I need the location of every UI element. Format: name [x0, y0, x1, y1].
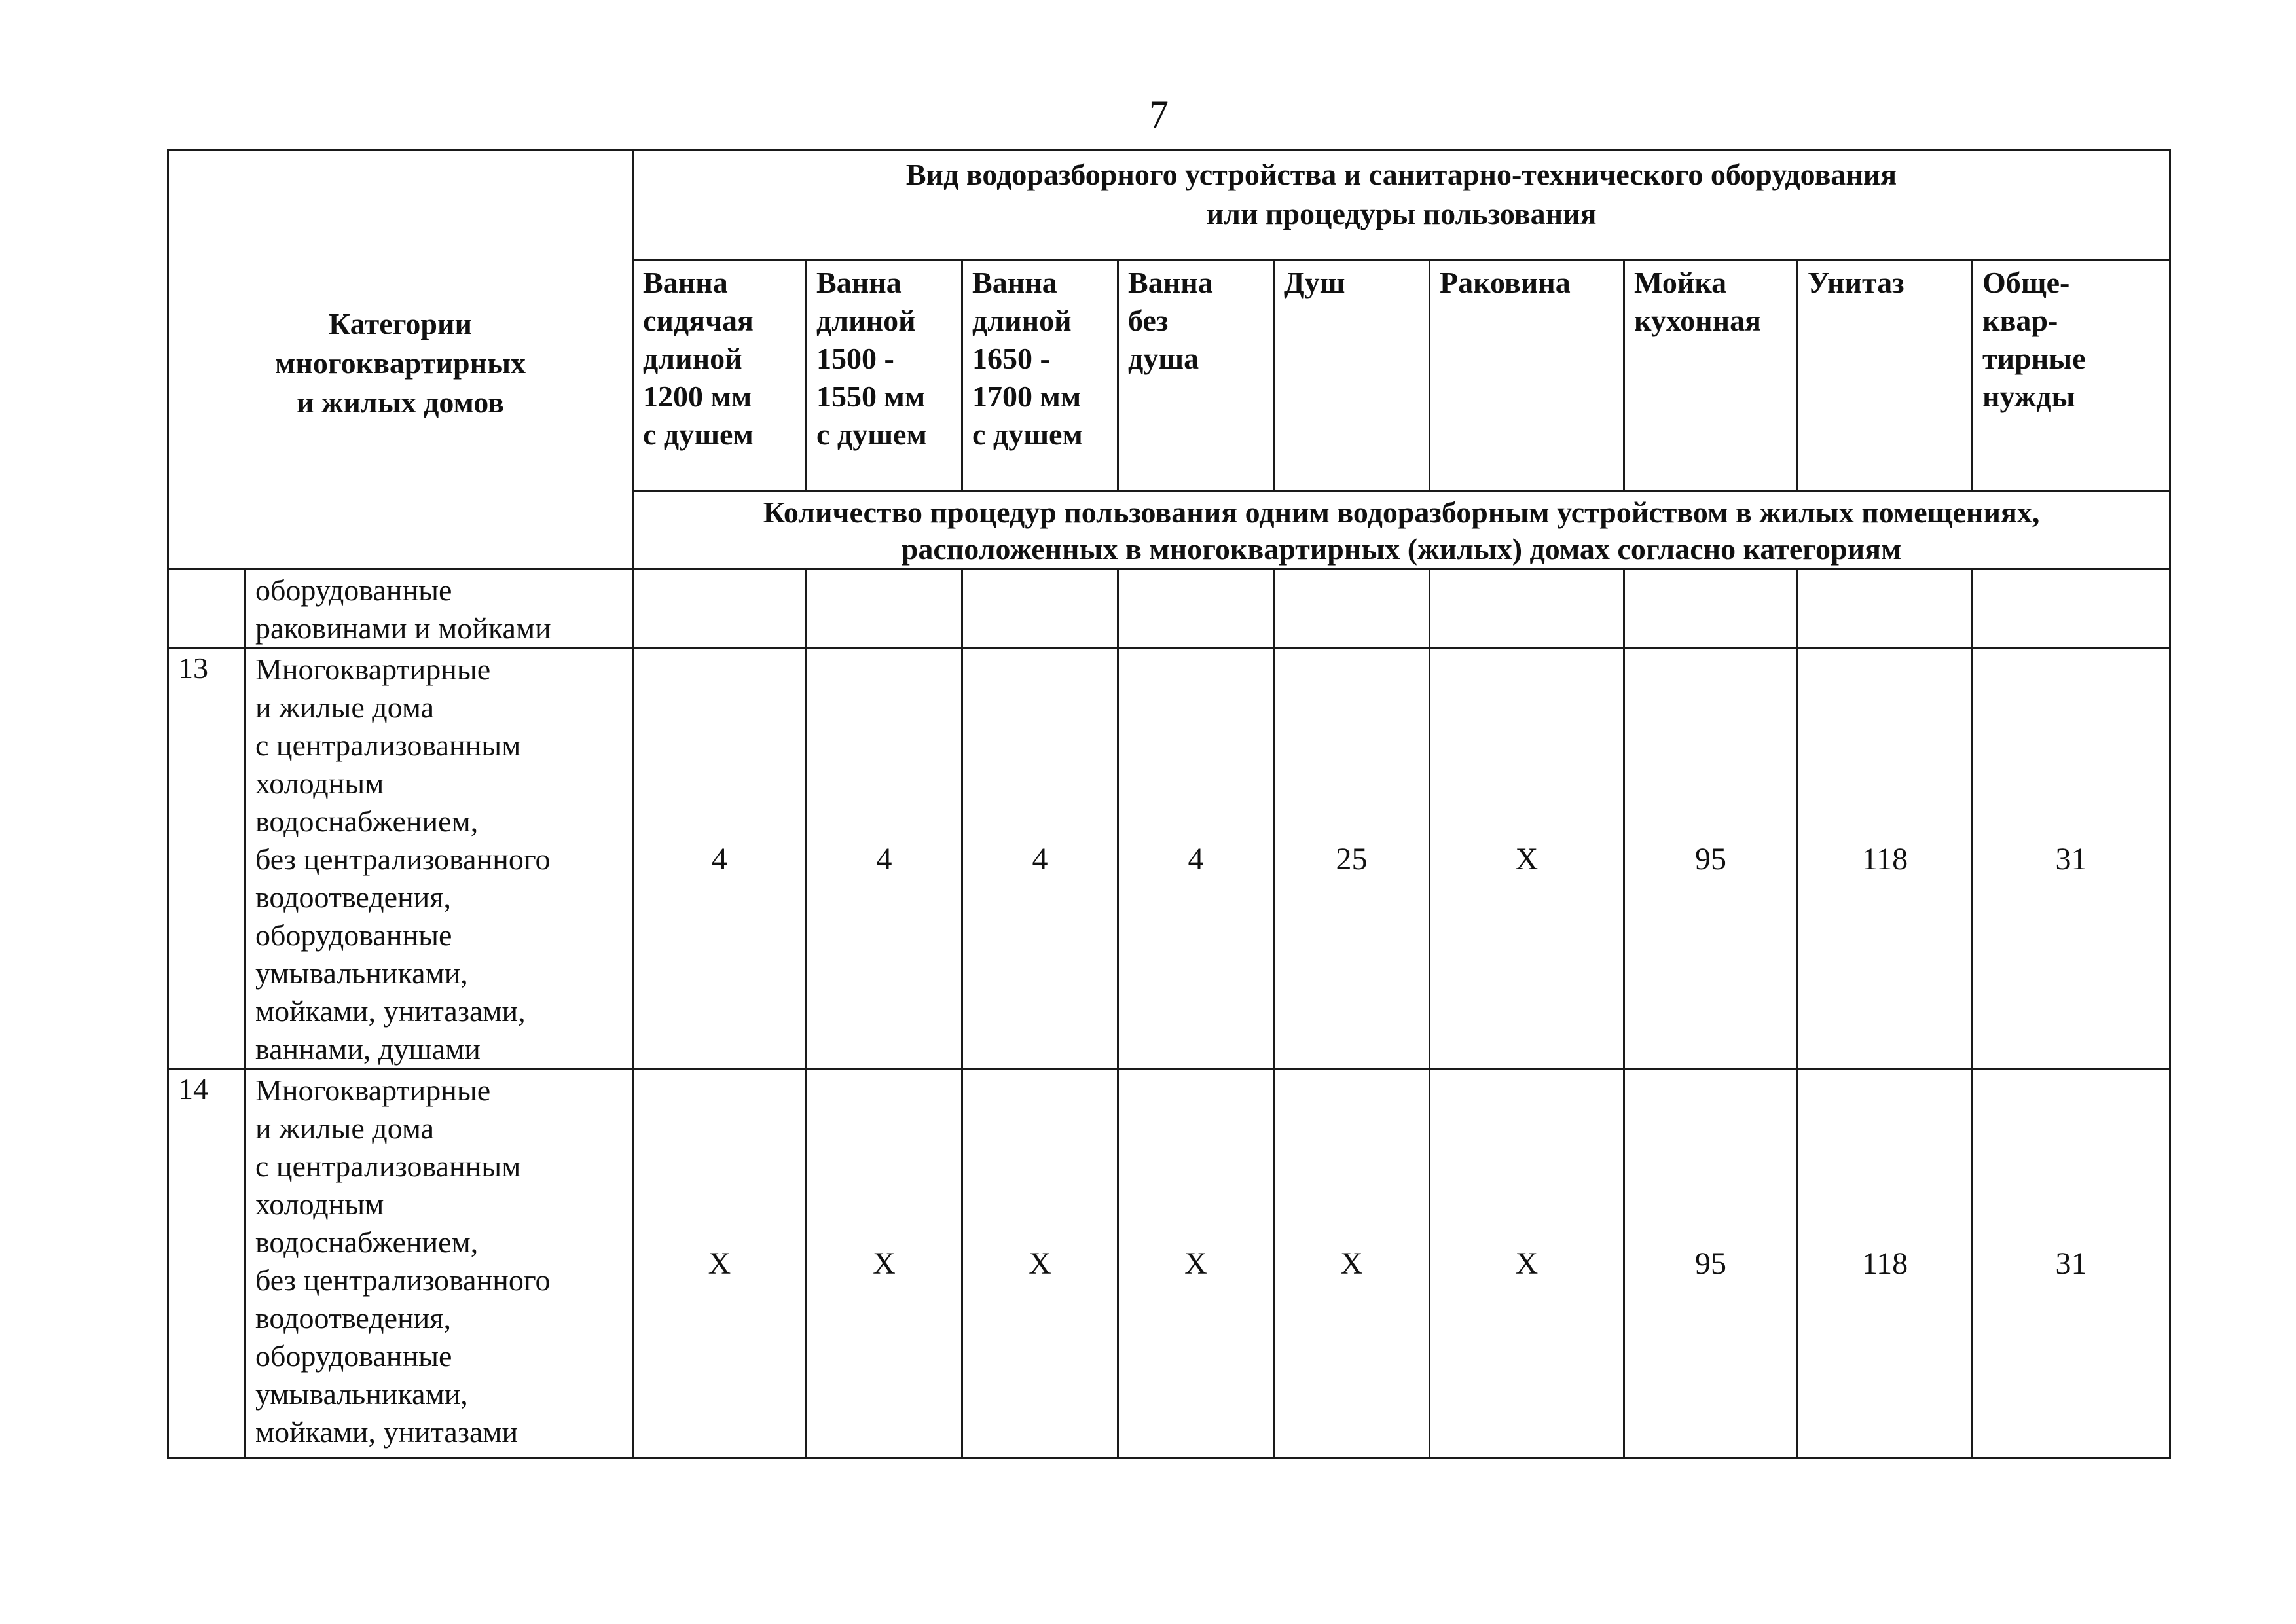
column-header-line: тирные [1982, 342, 2086, 375]
row-description-line: с централизованным [255, 729, 521, 762]
column-header-common-needs [1973, 261, 2170, 491]
procedure-count-header [633, 491, 2170, 569]
row-description-line: с централизованным [255, 1149, 521, 1183]
column-header-kitchen-sink [1624, 261, 1798, 491]
value-cell: Х [807, 1070, 962, 1458]
column-header-line: с душем [972, 418, 1083, 451]
column-header-bath-1650 [962, 261, 1118, 491]
row-number: 13 [168, 649, 246, 1070]
column-header-washbasin [1430, 261, 1624, 491]
column-header-line: 1700 мм [972, 380, 1082, 413]
row-description-line: и жилые дома [255, 691, 435, 724]
device-type-header-line: или процедуры пользования [1206, 197, 1597, 230]
value-cell: 4 [807, 649, 962, 1070]
value-cell [962, 569, 1118, 649]
row-description-line: холодным [255, 767, 384, 800]
value-cell [1430, 569, 1624, 649]
column-header-line: 1550 мм [816, 380, 926, 413]
device-type-header-line: Вид водоразборного устройства и санитарно-технического оборудования [905, 158, 1897, 191]
value-cell [1624, 569, 1798, 649]
row-description-line: раковинами и мойками [255, 611, 551, 645]
column-header-bath-sitting [633, 261, 807, 491]
row-description-line: умывальниками, [255, 956, 468, 990]
column-header-bath-no-shower [1118, 261, 1274, 491]
value-cell: Х [1274, 1070, 1430, 1458]
row-description-line: водоснабжением, [255, 1225, 479, 1259]
column-header-line: Душ [1284, 266, 1345, 299]
column-header-shower [1274, 261, 1430, 491]
device-type-header [633, 151, 2170, 261]
row-description-line: оборудованные [255, 573, 452, 607]
row-description-line: холодным [255, 1187, 384, 1221]
column-header-line: Ванна [643, 266, 728, 299]
value-cell: 4 [633, 649, 807, 1070]
value-cell [1274, 569, 1430, 649]
procedure-count-header-line: Количество процедур пользования одним водоразборным устройством в жилых помещениях, [763, 496, 2040, 529]
column-header-line: с душем [643, 418, 754, 451]
row-description-line: водоотведения, [255, 880, 451, 914]
row-description-line: Многоквартирные [255, 1074, 491, 1107]
row-description-line: без централизованного [255, 1263, 551, 1297]
value-cell: 95 [1624, 1070, 1798, 1458]
value-cell: 31 [1973, 1070, 2170, 1458]
table-row [168, 649, 2170, 1070]
column-header-line: Ванна [972, 266, 1057, 299]
column-header-line: Ванна [1128, 266, 1213, 299]
column-header-line: нужды [1982, 380, 2075, 413]
column-header-line: 1500 - [816, 342, 894, 375]
column-header-line: Обще- [1982, 266, 2070, 299]
value-cell: Х [1430, 649, 1624, 1070]
value-cell: Х [1118, 1070, 1274, 1458]
column-header-line: длиной [972, 304, 1072, 337]
value-cell: 118 [1798, 1070, 1973, 1458]
row-description-line: и жилые дома [255, 1111, 435, 1145]
column-header-line: без [1128, 304, 1169, 337]
water-norms-table [167, 149, 2171, 1459]
row-description-line: водоотведения, [255, 1301, 451, 1335]
column-header-toilet [1798, 261, 1973, 491]
row-description-line: оборудованные [255, 1339, 452, 1373]
value-cell: Х [962, 1070, 1118, 1458]
column-header-line: сидячая [643, 304, 754, 337]
column-header-bath-1500 [807, 261, 962, 491]
row-description-line: водоснабжением, [255, 804, 479, 838]
row-description [246, 569, 633, 649]
row-description-line: мойками, унитазами [255, 1415, 519, 1449]
value-cell: 95 [1624, 649, 1798, 1070]
value-cell: Х [1430, 1070, 1624, 1458]
column-header-line: квар- [1982, 304, 2058, 337]
categories-header-line: и жилых домов [297, 385, 504, 419]
value-cell: 25 [1274, 649, 1430, 1070]
row-description-line: Многоквартирные [255, 653, 491, 686]
value-cell: 118 [1798, 649, 1973, 1070]
value-cell: 31 [1973, 649, 2170, 1070]
row-description-line: без централизованного [255, 842, 551, 876]
column-header-line: 1650 - [972, 342, 1050, 375]
column-header-line: 1200 мм [643, 380, 752, 413]
categories-header [168, 151, 633, 569]
row-description [246, 649, 633, 1070]
row-description-line: умывальниками, [255, 1377, 468, 1411]
column-header-line: кухонная [1634, 304, 1762, 337]
table-row [168, 1070, 2170, 1458]
row-number: 14 [168, 1070, 246, 1458]
categories-header-line: Категории [329, 306, 472, 340]
page-number: 7 [1149, 93, 1169, 136]
value-cell: 4 [962, 649, 1118, 1070]
column-header-line: длиной [816, 304, 916, 337]
row-description [246, 1070, 633, 1458]
value-cell [1118, 569, 1274, 649]
column-header-line: Ванна [816, 266, 902, 299]
row-description-line: оборудованные [255, 918, 452, 952]
column-header-line: Унитаз [1808, 266, 1904, 299]
table-row [168, 569, 2170, 649]
value-cell: Х [633, 1070, 807, 1458]
value-cell [807, 569, 962, 649]
column-header-line: душа [1128, 342, 1199, 375]
row-description-line: ваннами, душами [255, 1032, 481, 1066]
row-number [168, 569, 246, 649]
column-header-line: Раковина [1440, 266, 1571, 299]
value-cell [633, 569, 807, 649]
row-description-line: мойками, унитазами, [255, 994, 526, 1028]
column-header-line: длиной [643, 342, 742, 375]
categories-header-line: многоквартирных [275, 346, 526, 380]
procedure-count-header-line: расположенных в многоквартирных (жилых) домах согласно категориям [901, 532, 1902, 566]
value-cell [1798, 569, 1973, 649]
column-header-line: с душем [816, 418, 927, 451]
value-cell [1973, 569, 2170, 649]
value-cell: 4 [1118, 649, 1274, 1070]
column-header-line: Мойка [1634, 266, 1727, 299]
